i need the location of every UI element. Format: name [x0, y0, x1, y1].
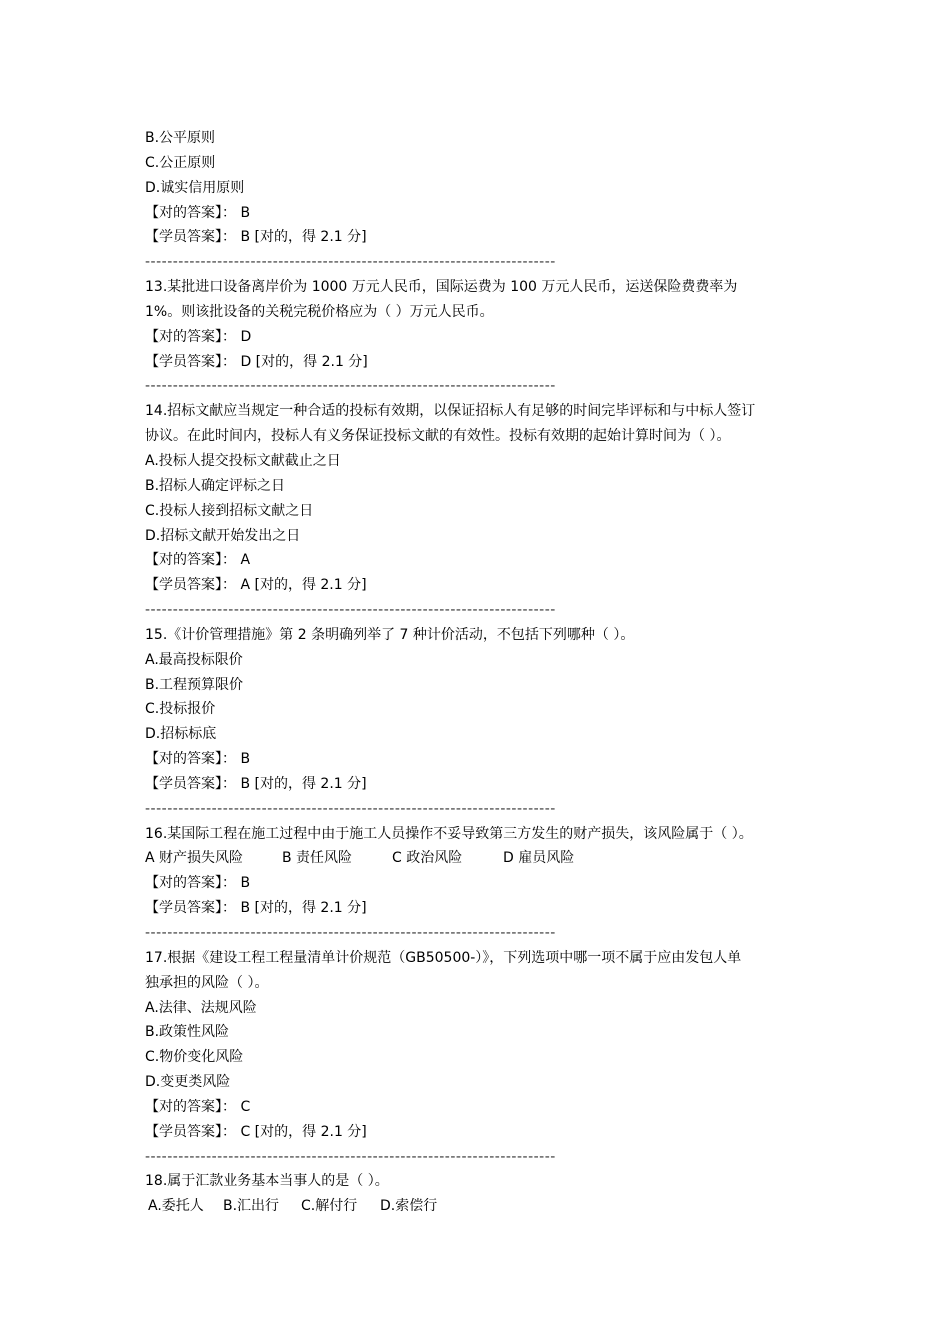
q14-text-line2: 协议。在此时间内，投标人有义务保证投标文献的有效性。投标有效期的起始计算时间为（ ）。 [145, 428, 731, 445]
q15-text: 15.《计价管理措施》第 2 条明确列举了 7 种计价活动，不包括下列哪种（ ）。 [145, 626, 635, 643]
separator: -------------------------------------------------------------------------- [145, 925, 556, 941]
q16-text: 16.某国际工程在施工过程中由于施工人员操作不妥导致第三方发生的财产损失，该风险属于（ ）。 [145, 825, 753, 842]
document-content [145, 126, 815, 1219]
q14-option-b: B.招标人确定评标之日 [145, 477, 286, 494]
q16-option-d: D 雇员风险 [503, 850, 575, 867]
q14-option-a: A.投标人提交投标文献截止之日 [145, 452, 341, 469]
q13-text-line1: 13.某批进口设备离岸价为 1000 万元人民币，国际运费为 100 万元人民币，运送保险费费率为 [145, 279, 738, 296]
q18-option-a: A.委托人 [148, 1198, 204, 1215]
q17-correct-answer: 【对的答案】： C [145, 1098, 251, 1115]
q14-text-line1: 14.招标文献应当规定一种合适的投标有效期，以保证招标人有足够的时间完毕评标和与中标人签订 [145, 403, 756, 420]
q17-option-a: A.法律、法规风险 [145, 999, 257, 1016]
q16-correct-answer: 【对的答案】： B [145, 875, 251, 892]
q14-option-d: D.招标文献开始发出之日 [145, 527, 301, 544]
separator: -------------------------------------------------------------------------- [145, 800, 556, 817]
q15-student-answer: 【学员答案】： B [对的，得 2.1 分] [145, 775, 367, 792]
q14-correct-answer: 【对的答案】： A [145, 552, 251, 569]
q16-student-answer: 【学员答案】： B [对的，得 2.1 分] [145, 900, 367, 917]
q12-option-d: D.诚实信用原则 [145, 179, 245, 196]
q12-option-b: B.公平原则 [145, 130, 216, 146]
separator: -------------------------------------------------------------------------- [145, 378, 556, 395]
separator: -------------------------------------------------------------------------- [145, 602, 556, 619]
q13-student-answer: 【学员答案】： D [对的，得 2.1 分] [145, 353, 368, 370]
separator: -------------------------------------------------------------------------- [145, 254, 556, 271]
q16-option-a: A 财产损失风险 [145, 850, 244, 867]
q16-option-b: B 责任风险 [282, 850, 353, 867]
q15-option-a: A.最高投标限价 [145, 651, 243, 668]
q17-option-b: B.政策性风险 [145, 1024, 230, 1041]
q12-option-c: C.公正原则 [145, 154, 216, 171]
q17-option-c: C.物价变化风险 [145, 1049, 244, 1066]
q18-options [145, 1194, 815, 1219]
q12-student-answer: 【学员答案】： B [对的，得 2.1 分] [145, 229, 367, 246]
q16-option-c: C 政治风险 [392, 850, 463, 867]
q17-text-line1: 17.根据《建设工程工程量清单计价规范（GB50500-）》，下列选项中哪一项不属于应由发包人单 [145, 949, 742, 966]
q15-option-b: B.工程预算限价 [145, 676, 244, 693]
q16-options [145, 846, 815, 871]
q17-text-line2: 独承担的风险（ ）。 [145, 974, 269, 991]
q17-student-answer: 【学员答案】： C [对的，得 2.1 分] [145, 1123, 367, 1140]
separator: -------------------------------------------------------------------------- [145, 1148, 556, 1165]
q18-text: 18.属于汇款业务基本当事人的是（ ）。 [145, 1173, 389, 1190]
q18-option-b: B.汇出行 [223, 1198, 280, 1215]
q13-text-line2: 1%。则该批设备的关税完税价格应为（ ）万元人民币。 [145, 303, 494, 320]
q15-option-c: C.投标报价 [145, 701, 216, 718]
q14-option-c: C.投标人接到招标文献之日 [145, 502, 314, 519]
q17-option-d: D.变更类风险 [145, 1074, 231, 1091]
q13-correct-answer: 【对的答案】： D [145, 328, 252, 345]
q14-student-answer: 【学员答案】： A [对的，得 2.1 分] [145, 577, 367, 594]
q15-option-d: D.招标标底 [145, 726, 217, 743]
q18-option-d: D.索偿行 [380, 1198, 438, 1215]
q18-option-c: C.解付行 [301, 1198, 358, 1215]
q15-correct-answer: 【对的答案】： B [145, 751, 251, 768]
q12-correct-answer: 【对的答案】： B [145, 204, 251, 221]
